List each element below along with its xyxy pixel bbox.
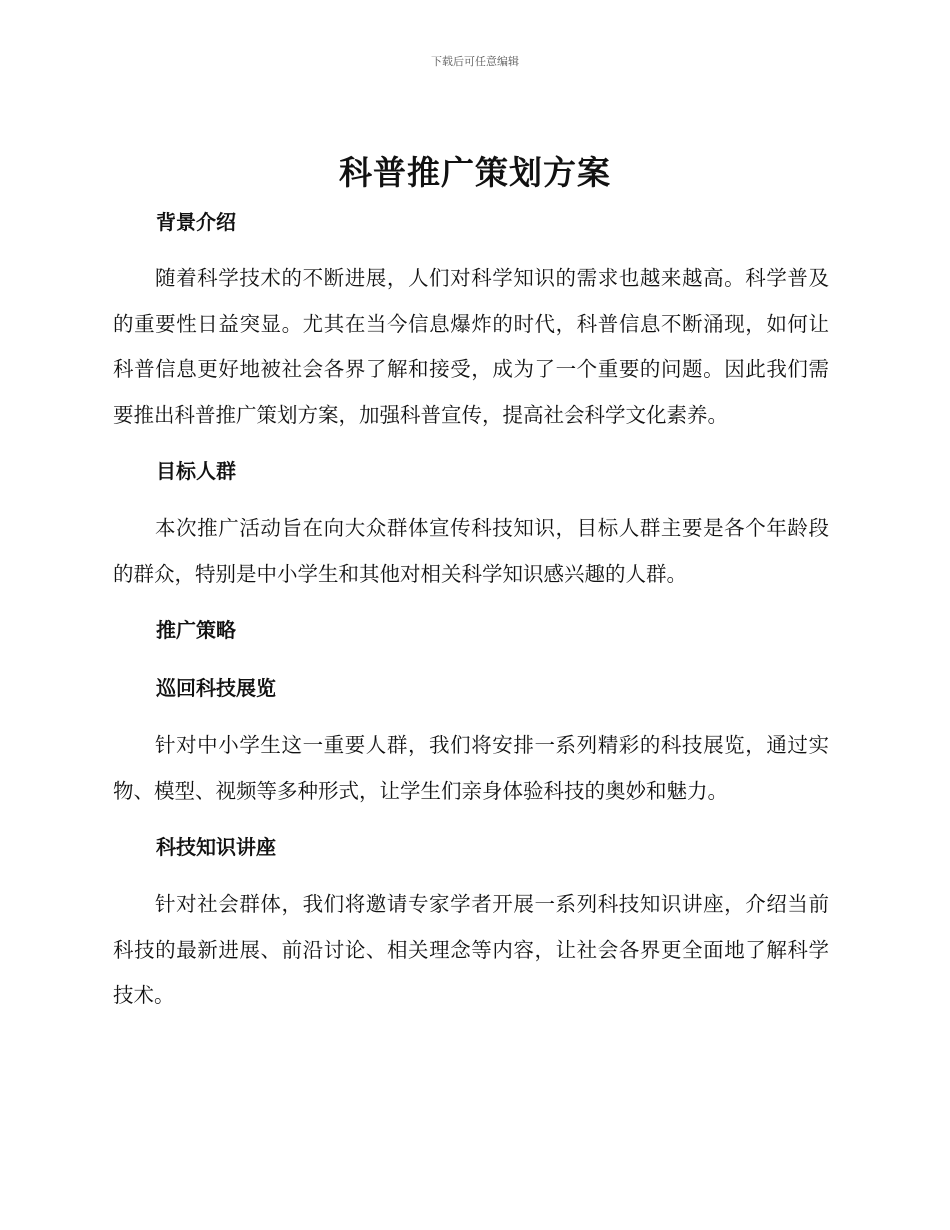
section-heading-touring-exhibition: 巡回科技展览: [156, 676, 276, 700]
section-body-lectures: 针对社会群体，我们将邀请专家学者开展一系列科技知识讲座，介绍当前科技的最新进展、前沿讨论、相关理念等内容，让社会各界更全面地了解科学技术。: [113, 892, 829, 1007]
section-heading-target-audience: 目标人群: [156, 459, 236, 483]
page-header-note: 下载后可任意编辑: [431, 55, 519, 68]
section-body-target-audience: 本次推广活动旨在向大众群体宣传科技知识，目标人群主要是各个年龄段的群众，特别是中小学生和其他对相关科学知识感兴趣的人群。: [113, 516, 829, 586]
section-body-background: 随着科学技术的不断进展，人们对科学知识的需求也越来越高。科学普及的重要性日益突显。尤其在当今信息爆炸的时代，科普信息不断涌现，如何让科普信息更好地被社会各界了解和接受，成为了一个重要的问题。因此我们需要推出科普推广策划方案，加强科普宣传，提高社会科学文化素养。: [113, 266, 829, 427]
section-heading-strategy: 推广策略: [156, 618, 236, 642]
document-title: 科普推广策划方案: [339, 153, 611, 192]
section-heading-lectures: 科技知识讲座: [156, 835, 276, 859]
section-heading-background: 背景介绍: [156, 210, 236, 234]
section-body-touring-exhibition: 针对中小学生这一重要人群，我们将安排一系列精彩的科技展览，通过实物、模型、视频等多种形式，让学生们亲身体验科技的奥妙和魅力。: [113, 733, 829, 803]
